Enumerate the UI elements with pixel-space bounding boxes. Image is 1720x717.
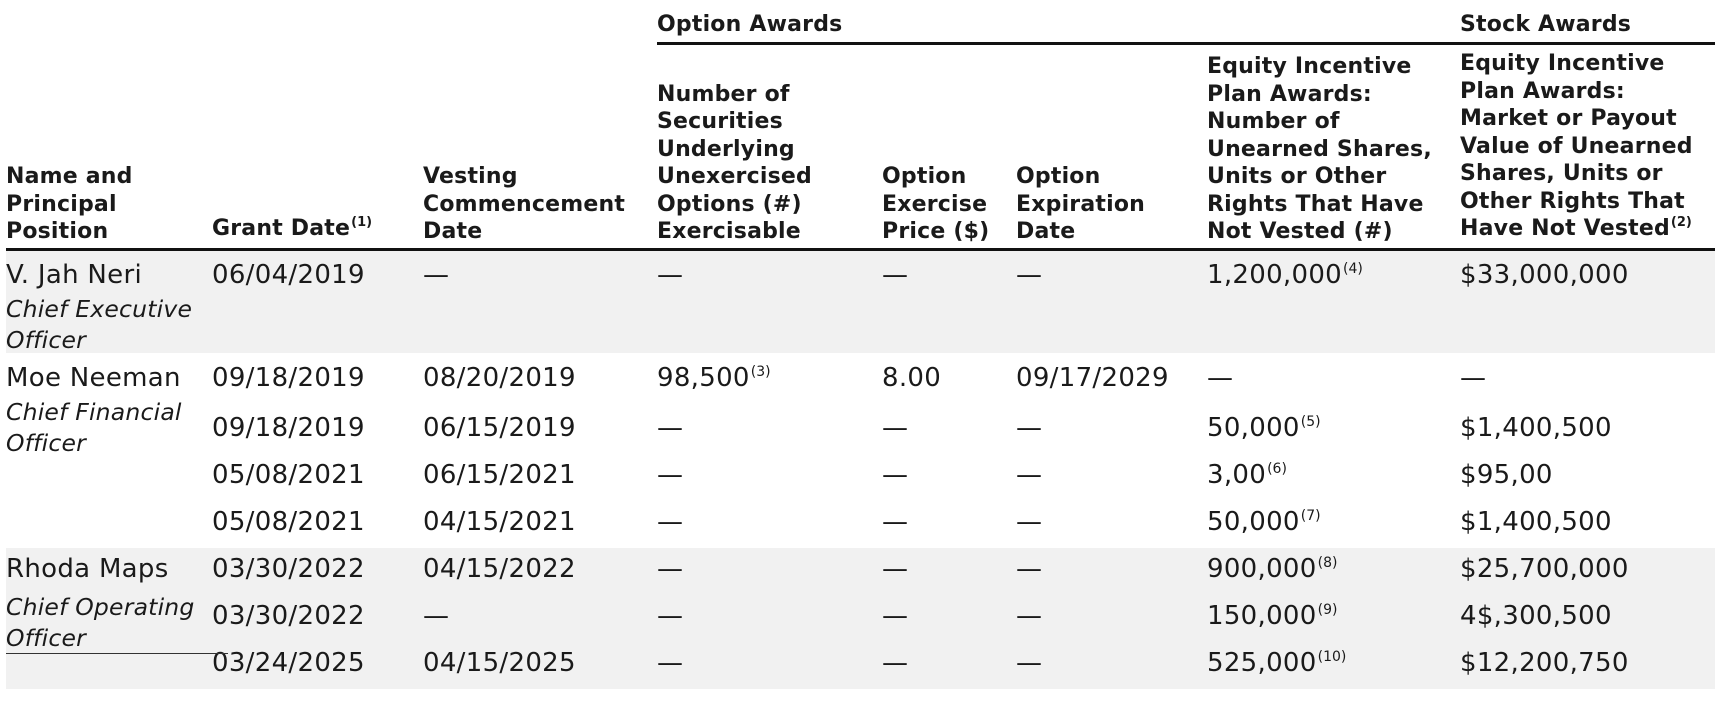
table-row	[6, 454, 1715, 501]
exercise-price-cell: —	[882, 506, 909, 537]
footnote-separator-rule	[6, 653, 228, 654]
table-row	[6, 642, 1715, 689]
column-header-grant-date-label: Grant Date	[212, 216, 351, 241]
vesting-date-cell: 04/15/2021	[423, 506, 576, 537]
securities-cell	[657, 501, 882, 548]
column-header-row	[6, 44, 1715, 250]
market-value-cell: $95,00	[1460, 459, 1553, 490]
grant-date-cell: 03/30/2022	[212, 548, 423, 595]
securities-cell	[657, 548, 882, 595]
securities-value: —	[657, 259, 684, 290]
executive-title: Chief Financial Officer	[6, 397, 182, 457]
market-value-cell: $1,400,500	[1460, 506, 1612, 537]
expiration-date-cell: —	[1016, 412, 1043, 443]
securities-value: 98,500	[657, 362, 750, 393]
unearned-shares-cell	[1207, 501, 1460, 548]
vesting-date-cell: —	[423, 249, 657, 353]
executive-cell	[6, 353, 212, 548]
unearned-shares-cell	[1207, 595, 1460, 642]
securities-value: —	[657, 506, 684, 537]
table-row	[6, 407, 1715, 454]
expiration-date-cell: 09/17/2029	[1016, 362, 1169, 393]
exercise-price-cell: 8.00	[882, 362, 942, 393]
footnote-ref: (1)	[351, 215, 373, 230]
column-header-unearned-shares: Equity Incentive Plan Awards: Number of Unearned Shares, Units or Other Rights That Have Not Vested (#)	[1207, 44, 1460, 250]
footnote-ref: (9)	[1317, 601, 1338, 618]
group-header-spacer	[423, 0, 657, 44]
expiration-date-cell: —	[1016, 595, 1207, 642]
exercise-price-cell: —	[882, 249, 1016, 353]
table-row	[6, 501, 1715, 548]
securities-value: —	[657, 553, 684, 584]
group-header-row	[6, 0, 1715, 44]
group-header-spacer	[6, 0, 212, 44]
exercise-price-cell: —	[882, 548, 1016, 595]
table-row	[6, 548, 1715, 595]
table-row	[6, 353, 1715, 407]
executive-cell	[6, 548, 212, 689]
unearned-shares-value: 150,000	[1207, 600, 1317, 631]
grant-date-cell: 03/30/2022	[212, 595, 423, 642]
grant-date-cell: 03/24/2025	[212, 642, 423, 689]
exercise-price-cell: —	[882, 459, 909, 490]
column-header-exercise-price: Option Exercise Price ($)	[882, 44, 1016, 250]
outstanding-equity-awards-table	[6, 0, 1715, 689]
vesting-date-cell: 04/15/2022	[423, 548, 657, 595]
unearned-shares-value: 525,000	[1207, 647, 1317, 678]
securities-cell	[657, 407, 882, 454]
column-header-market-value-label: Equity Incentive Plan Awards: Market or Payout Value of Unearned Shares, Units or Other Rights That Have Not Vested	[1460, 51, 1693, 241]
exercise-price-cell: —	[882, 412, 909, 443]
column-header-vesting-date: Vesting Commencement Date	[423, 44, 657, 250]
column-header-expiration-date: Option Expiration Date	[1016, 44, 1207, 250]
footnote-ref: (2)	[1670, 215, 1692, 230]
unearned-shares-cell	[1207, 249, 1460, 353]
expiration-date-cell: —	[1016, 459, 1043, 490]
grant-date-cell: 09/18/2019	[212, 412, 365, 443]
column-header-name: Name and Principal Position	[6, 44, 212, 250]
exercise-price-cell: —	[882, 595, 1016, 642]
unearned-shares-value: 50,000	[1207, 506, 1300, 537]
footnote-ref: (7)	[1300, 507, 1321, 524]
unearned-shares-cell	[1207, 353, 1460, 407]
vesting-date-cell: 06/15/2021	[423, 459, 576, 490]
footnote-ref: (5)	[1300, 413, 1321, 430]
grant-date-cell: 05/08/2021	[212, 459, 365, 490]
executive-name: Rhoda Maps	[6, 553, 169, 584]
securities-cell	[657, 353, 882, 407]
table-row	[6, 595, 1715, 642]
securities-value: —	[657, 412, 684, 443]
expiration-date-cell: —	[1016, 548, 1207, 595]
grant-date-cell: 05/08/2021	[212, 506, 365, 537]
footnote-ref: (6)	[1267, 460, 1287, 477]
unearned-shares-cell	[1207, 454, 1460, 501]
unearned-shares-value: 50,000	[1207, 412, 1300, 443]
executive-name: V. Jah Neri	[6, 259, 142, 290]
securities-cell	[657, 595, 882, 642]
footnote-ref: (4)	[1343, 260, 1363, 277]
unearned-shares-value: 900,000	[1207, 553, 1317, 584]
vesting-date-cell: 08/20/2019	[423, 362, 576, 393]
vesting-date-cell: 06/15/2019	[423, 412, 576, 443]
expiration-date-cell: —	[1016, 506, 1043, 537]
grant-date-cell: 06/04/2019	[212, 249, 423, 353]
unearned-shares-value: 1,200,000	[1207, 259, 1343, 290]
securities-value: —	[657, 647, 684, 678]
market-value-cell: —	[1460, 362, 1487, 393]
securities-value: —	[657, 600, 684, 631]
market-value-cell: $1,400,500	[1460, 412, 1612, 443]
unearned-shares-value: 3,00	[1207, 459, 1267, 490]
expiration-date-cell: —	[1016, 642, 1207, 689]
securities-cell	[657, 249, 882, 353]
column-header-securities-exercisable: Number of Securities Underlying Unexercised Options (#) Exercisable	[657, 44, 882, 250]
securities-cell	[657, 454, 882, 501]
vesting-date-cell: 04/15/2025	[423, 642, 657, 689]
grant-date-cell: 09/18/2019	[212, 362, 365, 393]
unearned-shares-cell	[1207, 548, 1460, 595]
vesting-date-cell: —	[423, 595, 657, 642]
securities-value: —	[657, 459, 684, 490]
unearned-shares-cell	[1207, 407, 1460, 454]
securities-cell	[657, 642, 882, 689]
market-value-cell: $25,700,000	[1460, 548, 1715, 595]
column-header-grant-date	[212, 44, 423, 250]
market-value-cell: 4$,300,500	[1460, 595, 1715, 642]
column-header-market-value	[1460, 44, 1715, 250]
footnote-ref: (10)	[1317, 648, 1347, 665]
table-row	[6, 249, 1715, 353]
expiration-date-cell: —	[1016, 249, 1207, 353]
footnote-ref: (3)	[750, 363, 771, 380]
footnote-ref: (8)	[1317, 554, 1338, 571]
unearned-shares-cell	[1207, 642, 1460, 689]
exercise-price-cell: —	[882, 642, 1016, 689]
market-value-cell: $33,000,000	[1460, 249, 1715, 353]
market-value-cell: $12,200,750	[1460, 642, 1715, 689]
executive-cell	[6, 249, 212, 353]
outstanding-equity-awards-table-container	[6, 0, 1715, 689]
option-awards-group-header: Option Awards	[657, 0, 1460, 44]
executive-title: Chief Operating Officer	[6, 592, 195, 652]
executive-title: Chief Executive Officer	[6, 294, 193, 354]
unearned-shares-value: —	[1207, 362, 1234, 393]
executive-name: Moe Neeman	[6, 362, 181, 393]
stock-awards-group-header: Stock Awards	[1460, 0, 1715, 44]
group-header-spacer	[212, 0, 423, 44]
